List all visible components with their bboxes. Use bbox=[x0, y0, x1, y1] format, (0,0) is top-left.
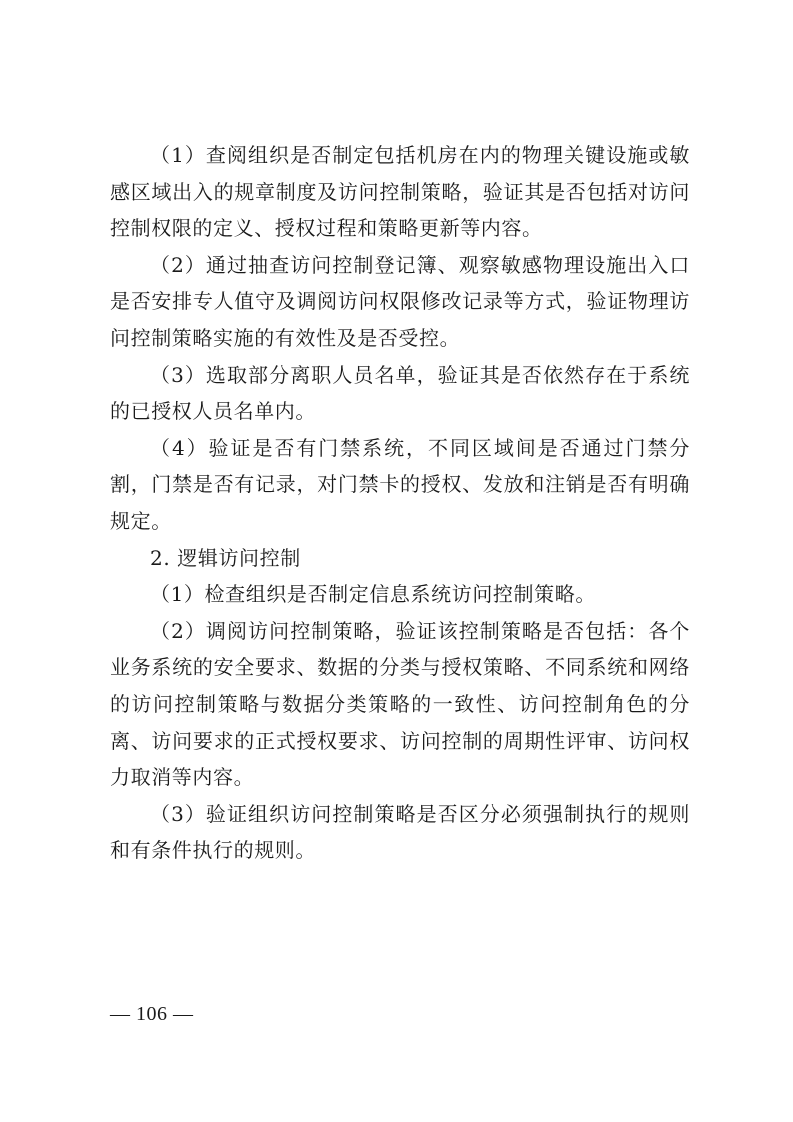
paragraph-physical-1: （1）查阅组织是否制定包括机房在内的物理关键设施或敏感区域出入的规章制度及访问控制策略，验证其是否包括对访问控制权限的定义、授权过程和策略更新等内容。 bbox=[110, 143, 690, 241]
page-number: — 106 — bbox=[110, 1003, 194, 1025]
document-body bbox=[110, 137, 690, 869]
paragraph-physical-3: （3）选取部分离职人员名单，验证其是否依然存在于系统的已授权人员名单内。 bbox=[110, 362, 690, 424]
paragraph-physical-2: （2）通过抽查访问控制登记簿、观察敏感物理设施出入口是否安排专人值守及调阅访问权限修改记录等方式，验证物理访问控制策略实施的有效性及是否受控。 bbox=[110, 252, 690, 350]
section-heading-logical-access-control: 2. 逻辑访问控制 bbox=[150, 545, 301, 570]
paragraph-logical-2: （2）调阅访问控制策略，验证该控制策略是否包括：各个业务系统的安全要求、数据的分类与授权策略、不同系统和网络的访问控制策略与数据分类策略的一致性、访问控制角色的分离、访问要求的正式授权要求、访问控制的周期性评审、访问权力取消等内容。 bbox=[110, 618, 690, 790]
paragraph-logical-1: （1）检查组织是否制定信息系统访问控制策略。 bbox=[150, 582, 596, 607]
paragraph-physical-4: （4）验证是否有门禁系统，不同区域间是否通过门禁分割，门禁是否有记录，对门禁卡的授权、发放和注销是否有明确规定。 bbox=[110, 435, 690, 533]
paragraph-logical-3: （3）验证组织访问控制策略是否区分必须强制执行的规则和有条件执行的规则。 bbox=[110, 801, 690, 863]
